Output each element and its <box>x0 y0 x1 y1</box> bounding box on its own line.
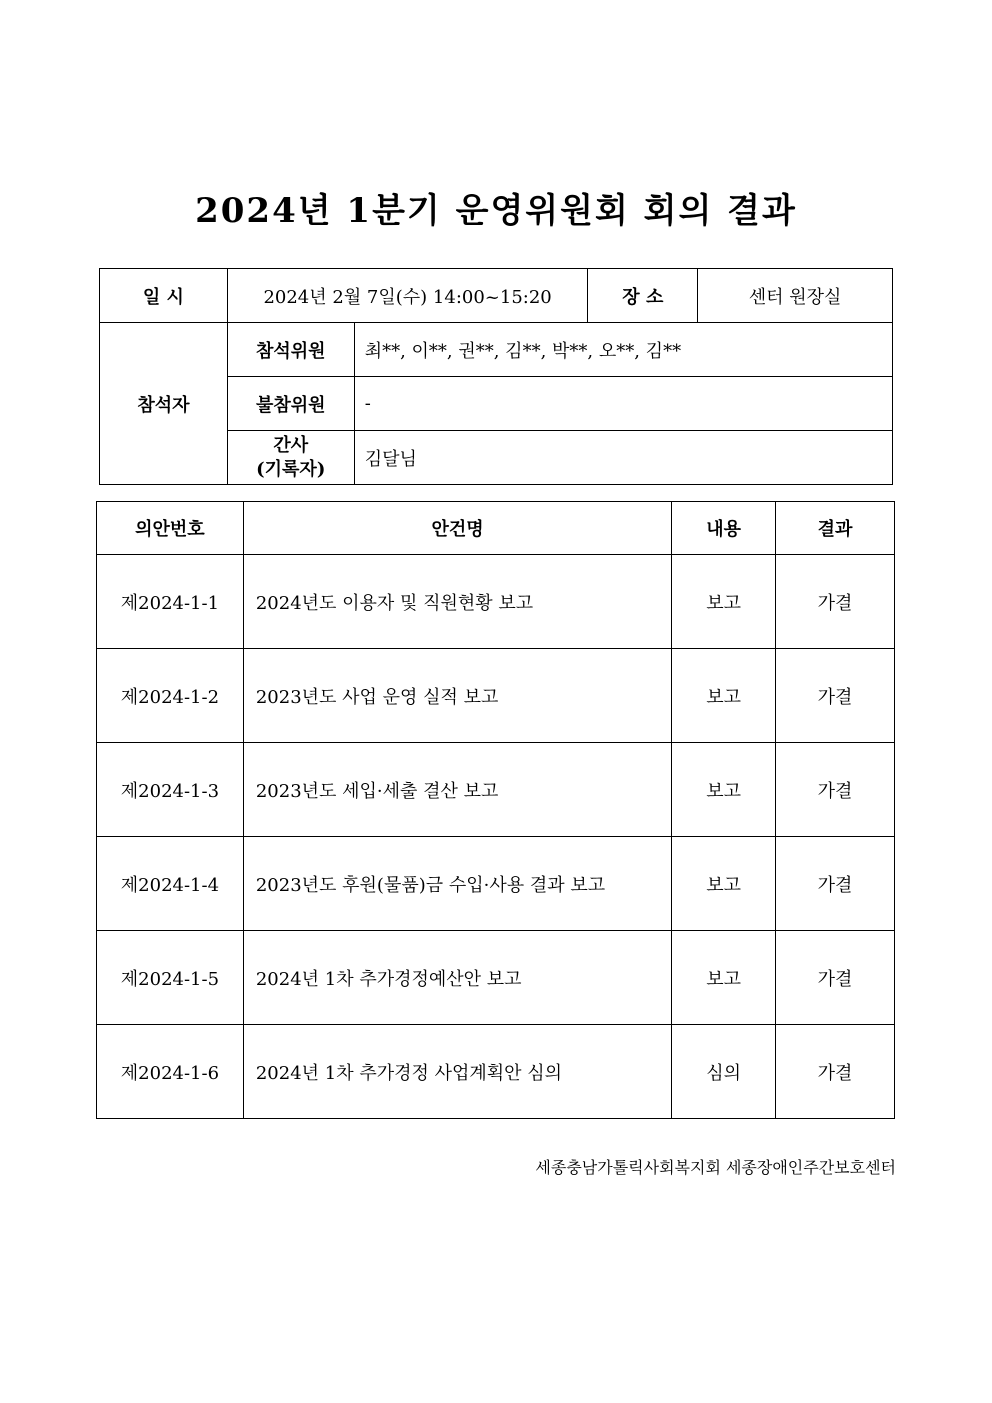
organization-footer: 세종충남가톨릭사회복지회 세종장애인주간보호센터 <box>535 1158 896 1177</box>
attendees-label: 참석자 <box>100 323 228 485</box>
agenda-name: 2023년도 후원(물품)금 수입·사용 결과 보고 <box>243 837 671 931</box>
table-row <box>97 1025 895 1119</box>
table-row <box>97 649 895 743</box>
agenda-result: 가결 <box>776 649 895 743</box>
absent-value: - <box>354 377 892 431</box>
table-row <box>97 931 895 1025</box>
agenda-name: 2023년도 사업 운영 실적 보고 <box>243 649 671 743</box>
agenda-name: 2024년도 이용자 및 직원현황 보고 <box>243 555 671 649</box>
table-row <box>97 555 895 649</box>
table-row <box>97 743 895 837</box>
agenda-type: 보고 <box>672 837 776 931</box>
secretary-value: 김달님 <box>354 431 892 485</box>
agenda-result: 가결 <box>776 931 895 1025</box>
agenda-type: 보고 <box>672 555 776 649</box>
agenda-type: 보고 <box>672 931 776 1025</box>
meeting-info-table <box>99 268 893 485</box>
agenda-header-row <box>97 502 895 555</box>
place-label: 장 소 <box>588 269 698 323</box>
secretary-label <box>227 431 354 485</box>
agenda-name: 2024년 1차 추가경정 사업계획안 심의 <box>243 1025 671 1119</box>
agenda-no: 제2024-1-3 <box>97 743 244 837</box>
present-value: 최**, 이**, 권**, 김**, 박**, 오**, 김** <box>354 323 892 377</box>
agenda-result: 가결 <box>776 1025 895 1119</box>
agenda-type: 심의 <box>672 1025 776 1119</box>
header-agenda-name: 안건명 <box>243 502 671 555</box>
agenda-result: 가결 <box>776 743 895 837</box>
date-label: 일 시 <box>100 269 228 323</box>
secretary-label-line2: (기록자) <box>256 458 326 480</box>
document-title: 2024년 1분기 운영위원회 회의 결과 <box>195 191 797 231</box>
secretary-label-line1: 간사 <box>273 434 309 456</box>
agenda-table <box>96 501 895 1119</box>
date-value: 2024년 2월 7일(수) 14:00~15:20 <box>227 269 588 323</box>
place-value: 센터 원장실 <box>698 269 893 323</box>
absent-label: 불참위원 <box>227 377 354 431</box>
header-result: 결과 <box>776 502 895 555</box>
agenda-result: 가결 <box>776 555 895 649</box>
agenda-type: 보고 <box>672 649 776 743</box>
present-label: 참석위원 <box>227 323 354 377</box>
agenda-name: 2023년도 세입·세출 결산 보고 <box>243 743 671 837</box>
table-row <box>97 837 895 931</box>
agenda-type: 보고 <box>672 743 776 837</box>
agenda-no: 제2024-1-5 <box>97 931 244 1025</box>
agenda-no: 제2024-1-2 <box>97 649 244 743</box>
agenda-no: 제2024-1-1 <box>97 555 244 649</box>
agenda-no: 제2024-1-4 <box>97 837 244 931</box>
agenda-result: 가결 <box>776 837 895 931</box>
agenda-no: 제2024-1-6 <box>97 1025 244 1119</box>
header-content: 내용 <box>672 502 776 555</box>
agenda-name: 2024년 1차 추가경정예산안 보고 <box>243 931 671 1025</box>
header-agenda-no: 의안번호 <box>97 502 244 555</box>
